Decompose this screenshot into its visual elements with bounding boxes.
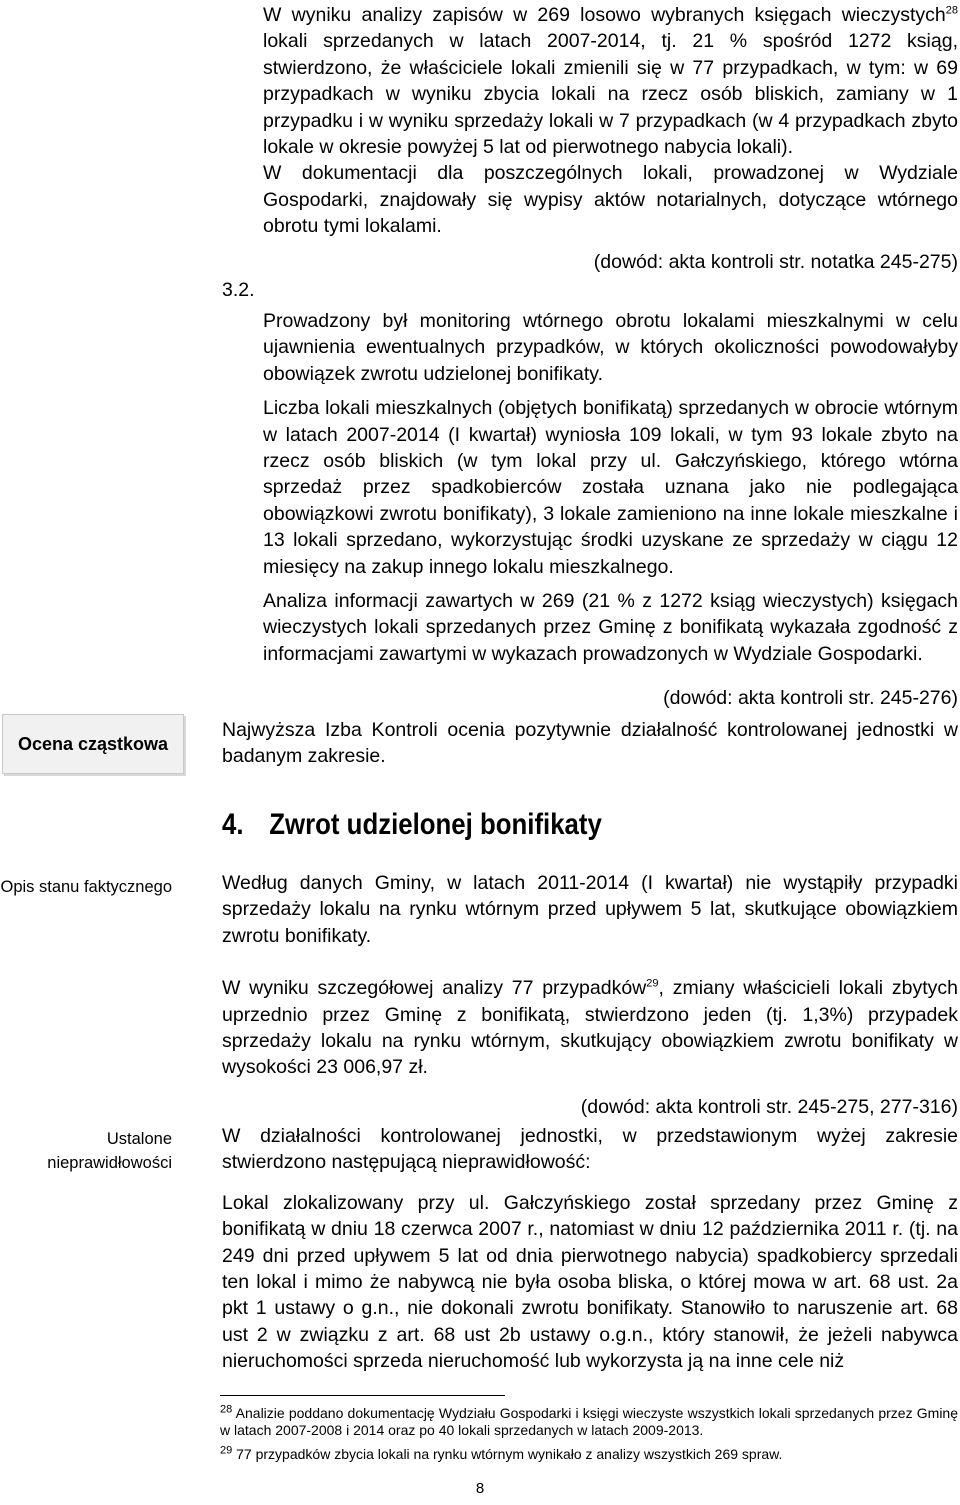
body-text-4b: [222, 1123, 958, 1375]
paragraph-analysis-summary: Analiza informacji zawartych w 269 (21 % z 1272 ksiąg wieczystych) księgach wieczystych lokali sprzedanych przez Gminę z bonifikatą wykazała zgodność z informacjami zawartymi w wykazach prowadzonych w Wydziale Gospodarki.: [263, 590, 958, 665]
body-text-intro: [263, 2, 958, 240]
evidence-source-2: (dowód: akta kontroli str. 245-276): [663, 687, 958, 709]
paragraph-secondary-sales: Liczba lokali mieszkalnych (objętych bonifikatą) sprzedanych w obrocie wtórnym w latach 2007-2014 (I kwartał) wyniosła 109 lokali, w tym 93 lokale zbyto na rzecz osób bliskich (w tym lokal przy ul. Gałczyńskiego, którego wtórna sprzedaż przez spadkobierców została uznana jako nie podlegająca obowiązkowi zwrotu bonifikaty), 3 lokale zamieniono na inne lokale mieszkalne i 13 lokali sprzedano, wykorzystując środki uzyskane ze sprzedaży w ciągu 12 miesięcy na zakup innego lokalu mieszkalnego.: [263, 397, 958, 578]
body-text-4a: [222, 870, 958, 1081]
paragraph-irregularity-detail: Lokal zlokalizowany przy ul. Gałczyńskiego został sprzedany przez Gminę z bonifikatą w dniu 18 czerwca 2007 r., natomiast w dniu 12 października 2011 r. (tj. na 249 dni przed upływem 5 lat od dnia pierwotnego nabycia) spadkobiercy sprzedali ten lokal i mimo że nabywcą nie była osoba bliska, o której mowa w art. 68 ust. 2a pkt 1 ustawy o g.n., nie dokonali zwrotu bonifikaty. Stanowiło to naruszenie art. 68 ust 2 w związku z art. 68 ust 2b ustawy o.g.n., który stanowił, że jeżeli nabywca nieruchomości sprzeda nieruchomość lub wykorzysta ją na inne cele niż: [222, 1191, 958, 1373]
footnote-ref-28[interactable]: 28: [945, 4, 958, 17]
footnote-ref-29[interactable]: 29: [646, 977, 659, 990]
paragraph-irregularity-intro: W działalności kontrolowanej jednostki, w przedstawionym wyżej zakresie stwierdzono następującą nieprawidłowość:: [222, 1125, 958, 1174]
side-label-irregularities: Ustalone nieprawidłowości: [47, 1130, 172, 1172]
footnote-28: $^{28}$ Analizie poddano dokumentację Wydziału Gospodarki i księgi wieczyste wszystkich lokali sprzedanych przez Gminę w latach 2007-2008 i 2014 oraz po 40 lokali sprzedanych w latach 2009-2013.: [220, 1403, 958, 1438]
side-label-facts: Opis stanu faktycznego: [0, 878, 172, 896]
evidence-source-1: (dowód: akta kontroli str. notatka 245-275): [593, 251, 958, 273]
paragraph-municipality-data: Według danych Gminy, w latach 2011-2014 (I kwartał) nie wystąpiły przypadki sprzedaży lokalu na rynku wtórnym przed upływem 5 lat, skutkujące obowiązkiem zwrotu bonifikaty.: [222, 872, 958, 947]
paragraph-analysis: W wyniku analizy zapisów w 269 losowo wybranych księgach wieczystych$^{28}$ lokali sprzedanych w latach 2007-2014, tj. 21 % spośród 1272 ksiąg, stwierdzono, że właściciele lokali zmienili się w 77 przypadkach, w tym: w 69 przypadkach w wyniku zbycia lokali na rzecz osób bliskich, zamiany w 1 przypadku i w wyniku sprzedaży lokali w 7 przypadkach (w 4 przypadkach zbyto lokale w okresie powyżej 5 lat od pierwotnego nabycia lokali).: [263, 4, 958, 159]
section-4-number: 4.: [222, 808, 244, 841]
partial-assessment-label: Ocena cząstkowa: [2, 714, 184, 774]
section-4-heading: [222, 808, 602, 842]
body-text-3-2: [263, 308, 958, 667]
page-number: 8: [475, 1480, 485, 1497]
paragraph-detailed-analysis: W wyniku szczegółowej analizy 77 przypadków$^{29}$, zmiany właścicieli lokali zbytych uprzednio przez Gminę z bonifikatą, stwierdzono jeden (tj. 1,3%) przypadek sprzedaży lokalu na rynku wtórnym, skutkujący obowiązkiem zwrotu bonifikaty w wysokości 23 006,97 zł.: [222, 977, 958, 1079]
section-number-3-2: 3.2.: [222, 279, 255, 301]
partial-assessment-text: Najwyższa Izba Kontroli ocenia pozytywnie działalność kontrolowanej jednostki w badanym zakresie.: [222, 719, 958, 768]
footnote-29: $^{29}$ 77 przypadków zbycia lokali na rynku wtórnym wynikało z analizy wszystkich 269 spraw.: [220, 1444, 783, 1462]
evidence-source-3: (dowód: akta kontroli str. 245-275, 277-316): [580, 1096, 958, 1118]
footnote-separator: [220, 1395, 505, 1396]
section-4-title: Zwrot udzielonej bonifikaty: [269, 808, 602, 841]
paragraph-documentation: W dokumentacji dla poszczególnych lokali, prowadzonej w Wydziale Gospodarki, znajdowały się wypisy aktów notarialnych, dotyczące wtórnego obrotu tymi lokalami.: [263, 162, 958, 238]
paragraph-monitoring: Prowadzony był monitoring wtórnego obrotu lokalami mieszkalnymi w celu ujawnienia ewentualnych przypadków, w których okoliczności powodowałyby obowiązek zwrotu udzielonej bonifikaty.: [263, 310, 958, 385]
